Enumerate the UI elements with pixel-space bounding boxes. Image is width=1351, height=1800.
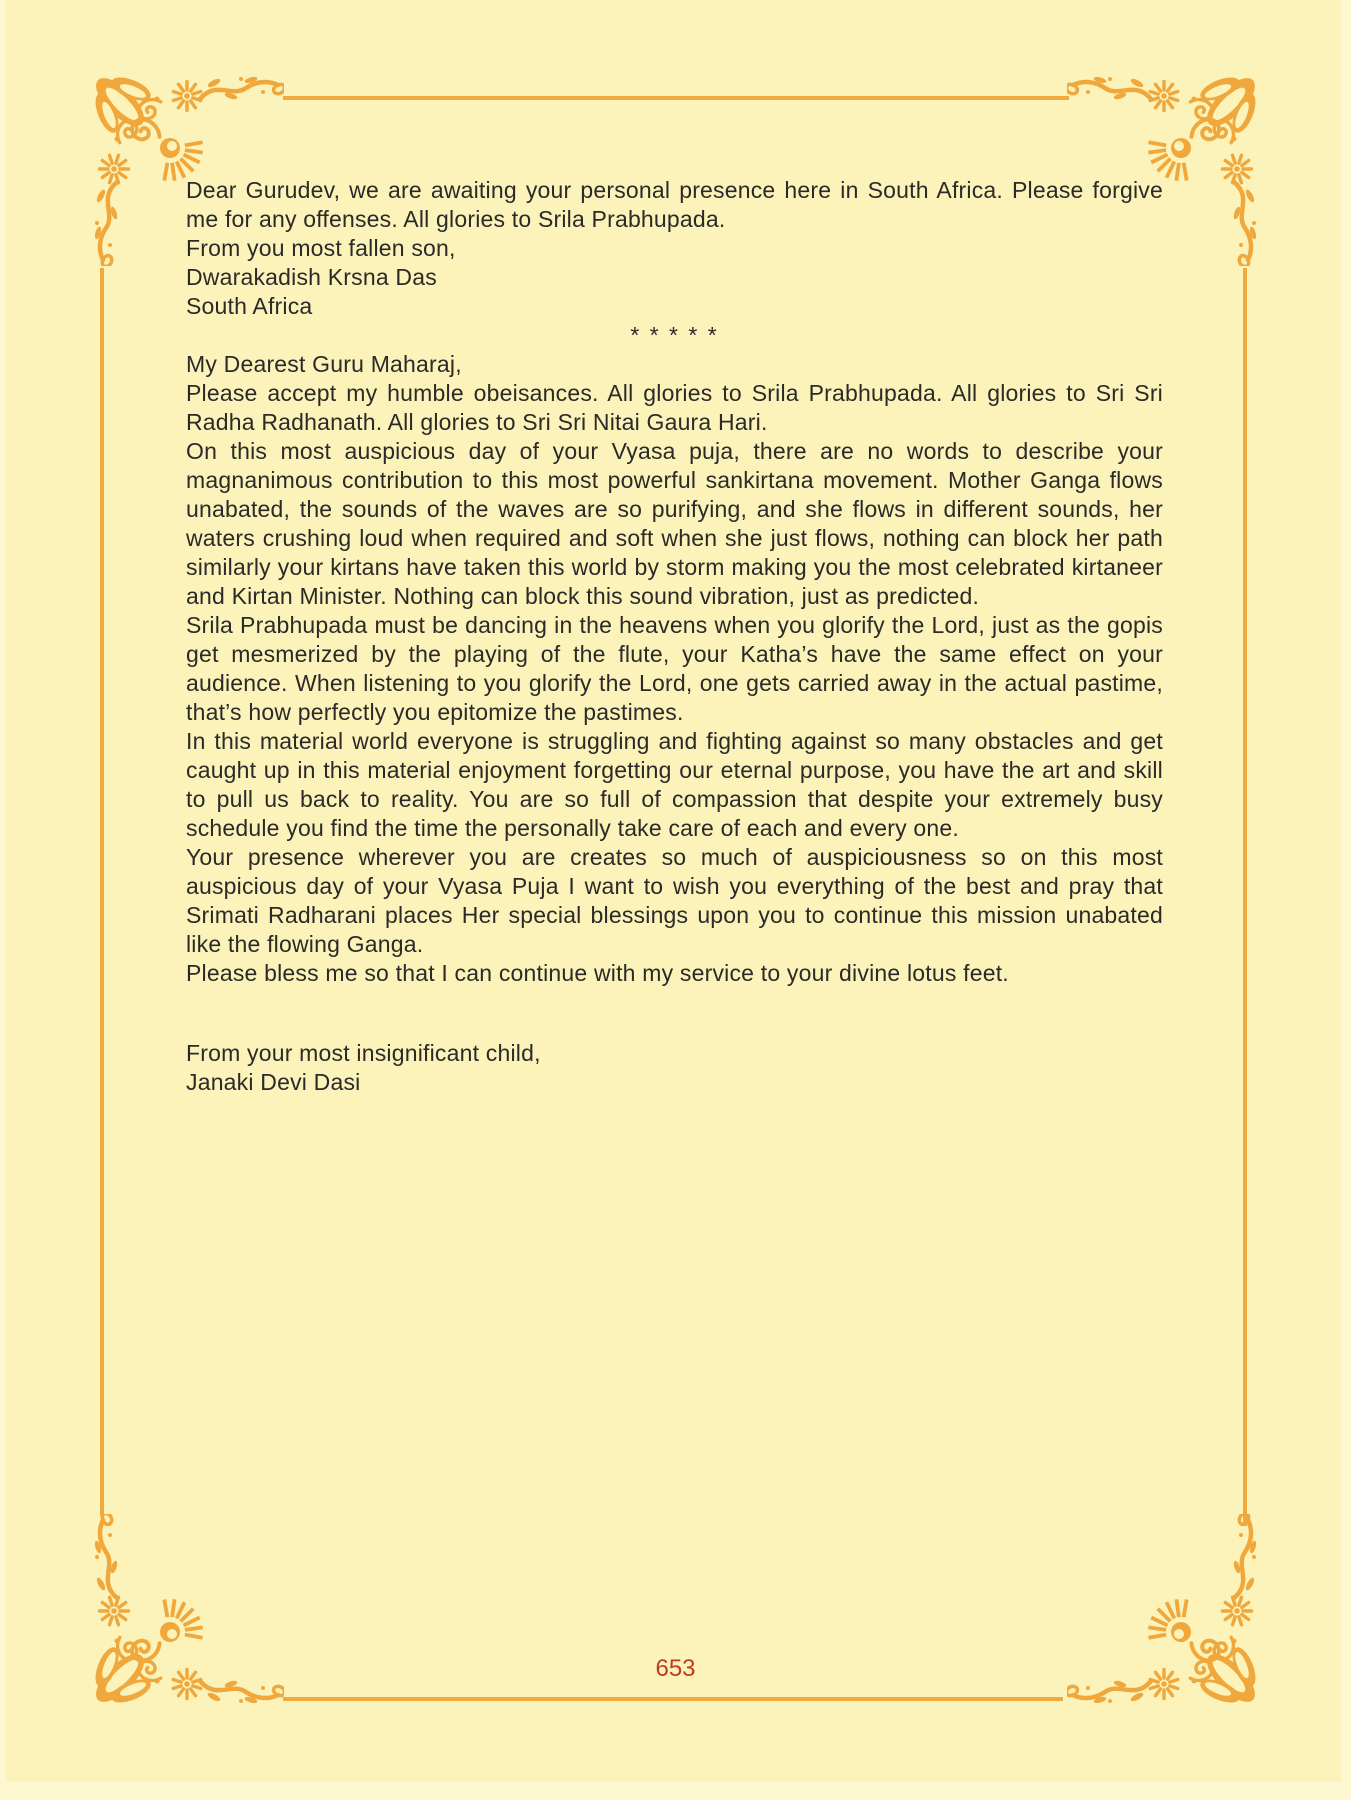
letter-paragraph-5: Your presence wherever you are creates so much of auspiciousness so on this most auspicious day of your Vyasa Puja I want to wish you everything of the best and pray that Srimati Radharani places Her special blessings upon you to continue this mission unabated like the flowing Ganga. [186, 844, 1163, 957]
letter-paragraph-1: Please accept my humble obeisances. All glories to Srila Prabhupada. All glories to Sri Sri Radha Radhanath. All glories to Sri Sri Nitai Gaura Hari. [186, 380, 1163, 435]
frame-border-bottom [283, 1697, 1063, 1701]
letter-signoff: From your most insignificant child, [186, 1040, 541, 1066]
letter-salutation: My Dearest Guru Maharaj, [186, 351, 462, 377]
section-separator-stars: * * * * * [630, 322, 719, 348]
letter-paragraph-2: On this most auspicious day of your Vyasa puja, there are no words to describe your magnanimous contribution to this most powerful sankirtana movement. Mother Ganga flows unabated, the sounds of the waves are so purifying, and she flows in different sounds, her waters crushing loud when required and soft when she just flows, nothing can block her path similarly your kirtans have taken this world by storm making you the most celebrated kirtaneer and Kirtan Minister. Nothing can block this sound vibration, just as predicted. [186, 438, 1163, 609]
page-number: 653 [655, 1655, 696, 1682]
letter-signature: Janaki Devi Dasi [186, 1069, 361, 1095]
previous-letter-location: South Africa [186, 293, 313, 319]
letter-paragraph-3: Srila Prabhupada must be dancing in the heavens when you glorify the Lord, just as the gopis get mesmerized by the playing of the flute, your Katha’s have the same effect on your audience. When listening to you glorify the Lord, one gets carried away in the actual pastime, that’s how perfectly you epitomize the pastimes. [186, 612, 1163, 725]
letter-text-column [186, 176, 1163, 1097]
letter-paragraph-6: Please bless me so that I can continue with my service to your divine lotus feet. [186, 960, 1009, 986]
page-edge-left [0, 0, 6, 1800]
previous-letter-signature: Dwarakadish Krsna Das [186, 264, 437, 290]
letter-paragraph-4: In this material world everyone is struggling and fighting against so many obstacles and get caught up in this material enjoyment forgetting our eternal purpose, you have the art and skill to pull us back to reality. You are so full of compassion that despite your extremely busy schedule you find the time the personally take care of each and every one. [186, 728, 1163, 841]
frame-border-top [283, 96, 1069, 100]
page-edge-right [1341, 0, 1351, 1800]
frame-border-right [1243, 268, 1247, 1526]
previous-letter-closing-paragraph: Dear Gurudev, we are awaiting your personal presence here in South Africa. Please forgive me for any offenses. All glories to Srila Prabhupada. [186, 177, 1163, 232]
floral-corner-ornament-bottom-right-icon [1067, 1514, 1267, 1714]
page-edge-bottom [0, 1782, 1351, 1800]
frame-border-left [100, 268, 104, 1516]
floral-corner-ornament-bottom-left-icon [84, 1514, 284, 1714]
previous-letter-signoff: From you most fallen son, [186, 235, 456, 261]
